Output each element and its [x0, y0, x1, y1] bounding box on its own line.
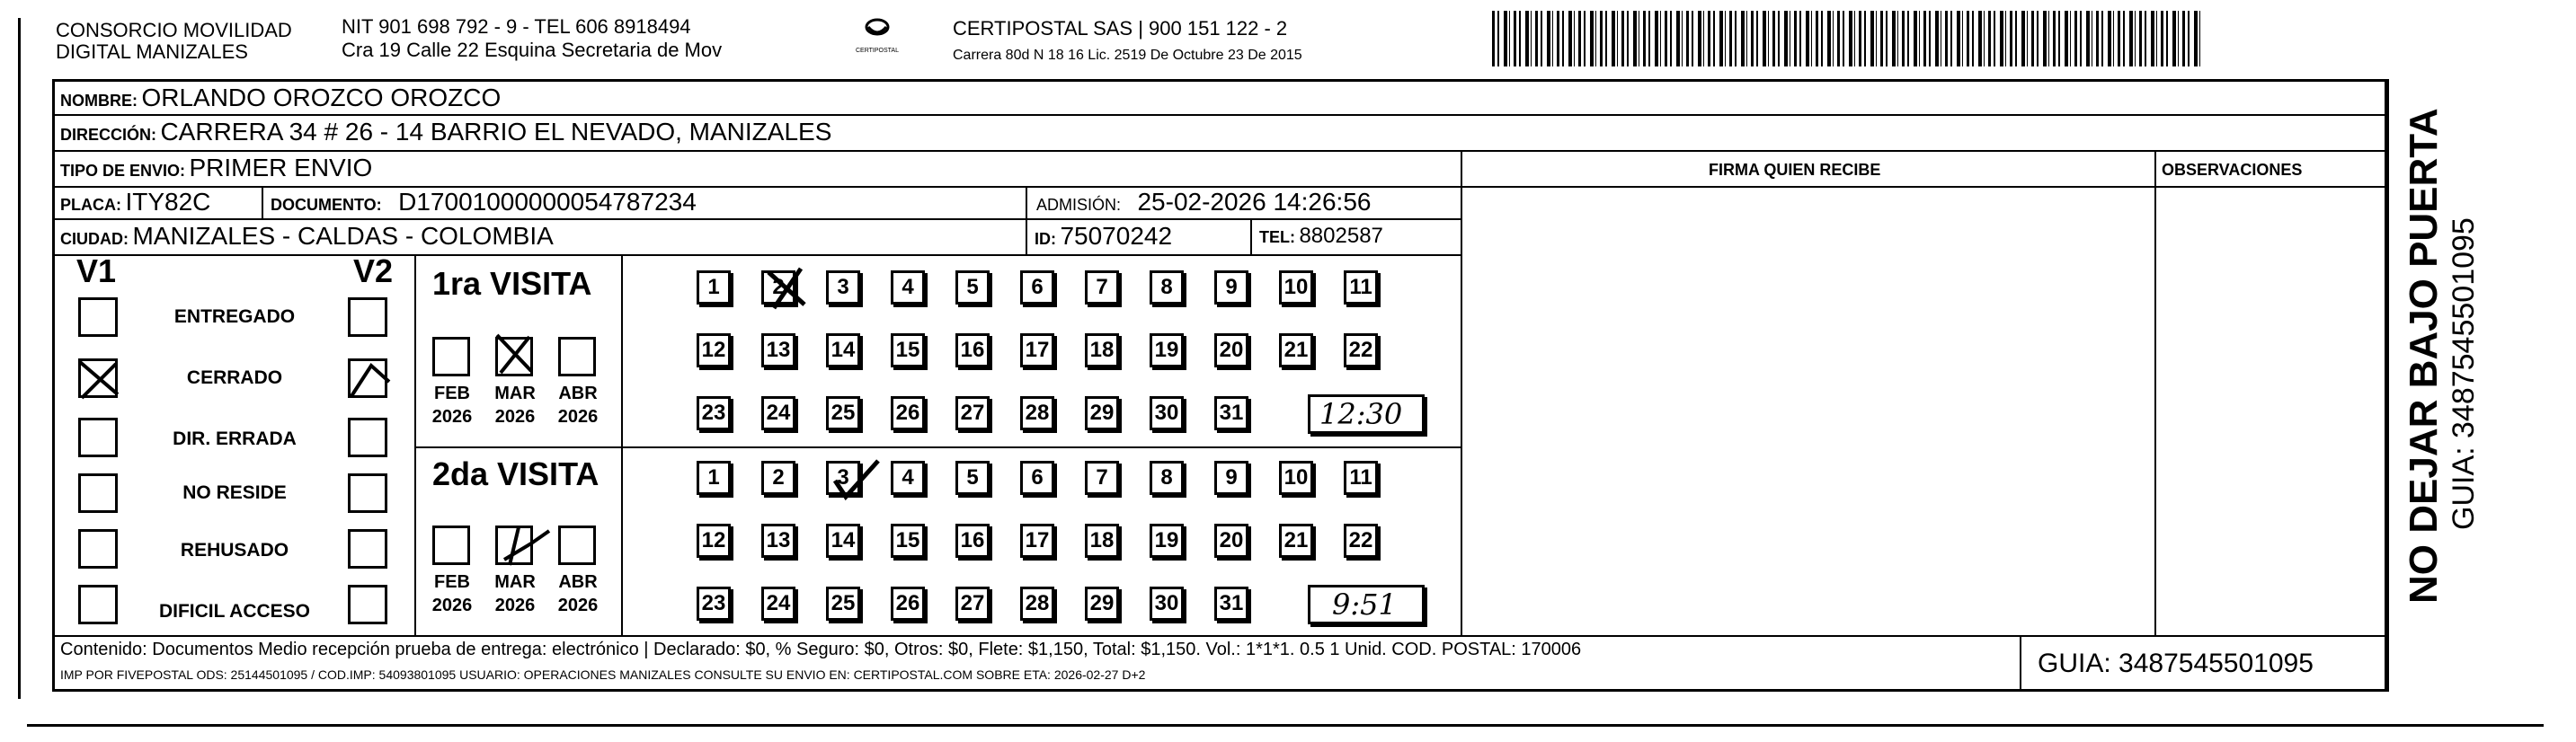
first-visit-day-25[interactable]: 25 [826, 396, 860, 430]
v2-checkbox-cerrado[interactable] [348, 358, 387, 398]
v2-checkbox-dificil-acceso[interactable] [348, 585, 387, 624]
second-visit-day-24[interactable]: 24 [761, 587, 795, 621]
tel-label: TEL: [1259, 228, 1295, 246]
first-visit-month-feb-box[interactable] [432, 337, 470, 376]
ciudad-value: MANIZALES - CALDAS - COLOMBIA [132, 222, 554, 250]
tipo-envio-label: TIPO DE ENVIO: [60, 162, 186, 180]
v1-checkbox-dificil-acceso[interactable] [78, 585, 118, 624]
first-visit-month-feb [425, 382, 479, 428]
second-visit-day-25[interactable]: 25 [826, 587, 860, 621]
first-visit-day-13[interactable]: 13 [761, 333, 795, 367]
year-label: 2026 [557, 407, 599, 427]
barcode [1492, 11, 2202, 66]
second-visit-day-31[interactable]: 31 [1214, 587, 1248, 621]
v1-checkbox-entregado[interactable] [78, 297, 118, 337]
status-dificil-acceso-label: DIFICIL ACCESO [158, 601, 310, 622]
second-visit-day-4[interactable]: 4 [891, 461, 925, 495]
second-visit-day-2[interactable]: 2 [761, 461, 795, 495]
second-visit-day-3[interactable]: 3 [826, 461, 860, 495]
first-visit-day-16[interactable]: 16 [955, 333, 990, 367]
first-visit-day-9[interactable]: 9 [1214, 270, 1248, 305]
first-visit-time-handwritten: 12:30 [1319, 397, 1403, 431]
second-visit-day-19[interactable]: 19 [1150, 524, 1184, 558]
first-visit-day-27[interactable]: 27 [955, 396, 990, 430]
first-visit-day-18[interactable]: 18 [1085, 333, 1119, 367]
month-label: FEB [434, 572, 470, 592]
col-divider [1250, 218, 1252, 254]
logo-text: CERTIPOSTAL [856, 48, 899, 54]
direccion-label: DIRECCIÓN: [60, 126, 156, 144]
company-name-line2: DIGITAL MANIZALES [56, 40, 248, 63]
second-visit-day-27[interactable]: 27 [955, 587, 990, 621]
courier-name: CERTIPOSTAL SAS | 900 151 122 - 2 [953, 17, 1288, 40]
first-visit-day-31[interactable]: 31 [1214, 396, 1248, 430]
first-visit-day-3[interactable]: 3 [826, 270, 860, 305]
second-visit-day-11[interactable]: 11 [1344, 461, 1378, 495]
year-label: 2026 [431, 596, 473, 615]
year-label: 2026 [557, 596, 599, 615]
tipo-envio-value: PRIMER ENVIO [189, 154, 373, 181]
year-label: 2026 [494, 596, 536, 615]
direccion-row [60, 118, 831, 151]
second-visit-month-feb-box[interactable] [432, 526, 470, 565]
col-divider [1461, 150, 1462, 635]
first-visit-day-15[interactable]: 15 [891, 333, 925, 367]
first-visit-day-21[interactable]: 21 [1279, 333, 1313, 367]
id-label: ID: [1035, 230, 1056, 248]
second-visit-day-29[interactable]: 29 [1085, 587, 1119, 621]
status-entregado-label: ENTREGADO [173, 306, 296, 327]
v1-checkbox-cerrado[interactable] [78, 358, 118, 398]
documento-label: DOCUMENTO: [271, 196, 382, 214]
first-visit-month-abr-box[interactable] [558, 337, 596, 376]
v1-checkbox-rehusado[interactable] [78, 529, 118, 569]
admision-label: ADMISIÓN: [1036, 196, 1122, 214]
id-field [1035, 222, 1172, 255]
observaciones-label: OBSERVACIONES [2162, 161, 2303, 179]
second-visit-day-12[interactable]: 12 [697, 524, 731, 558]
month-label: FEB [434, 384, 470, 403]
tel-field [1259, 222, 1383, 253]
first-visit-day-11[interactable]: 11 [1344, 270, 1378, 305]
second-visit-day-15[interactable]: 15 [891, 524, 925, 558]
second-visit-day-30[interactable]: 30 [1150, 587, 1184, 621]
second-visit-day-14[interactable]: 14 [826, 524, 860, 558]
delivery-form [52, 79, 2389, 692]
placa-value: ITY82C [125, 188, 211, 216]
first-visit-day-24[interactable]: 24 [761, 396, 795, 430]
second-visit-day-8[interactable]: 8 [1150, 461, 1184, 495]
side-guia-text: GUIA: 3487545501095 [2447, 217, 2481, 530]
first-visit-month-abr [551, 382, 605, 428]
firma-label: FIRMA QUIEN RECIBE [1709, 161, 1881, 179]
col-divider [2154, 150, 2156, 635]
first-visit-month-mar-box[interactable] [495, 337, 533, 376]
direccion-value: CARRERA 34 # 26 - 14 BARRIO EL NEVADO, MANIZALES [160, 118, 832, 146]
first-visit-day-22[interactable]: 22 [1344, 333, 1378, 367]
second-visit-day-28[interactable]: 28 [1020, 587, 1054, 621]
first-visit-time-box[interactable] [1308, 394, 1425, 434]
bottom-separator [27, 724, 2544, 727]
id-value: 75070242 [1060, 222, 1173, 250]
v1-checkbox-dir-errada[interactable] [78, 418, 118, 457]
admision-field [1036, 188, 1371, 221]
second-visit-day-5[interactable]: 5 [955, 461, 990, 495]
first-visit-day-10[interactable]: 10 [1279, 270, 1313, 305]
v2-checkbox-dir-errada[interactable] [348, 418, 387, 457]
col-divider [1026, 186, 1027, 218]
year-label: 2026 [494, 407, 536, 427]
nombre-label: NOMBRE: [60, 92, 138, 110]
company-name-line1: CONSORCIO MOVILIDAD [56, 19, 292, 41]
first-visit-day-5[interactable]: 5 [955, 270, 990, 305]
status-rehusado-label: REHUSADO [180, 540, 289, 561]
second-visit-day-1[interactable]: 1 [697, 461, 731, 495]
footer-guia-box: GUIA: 3487545501095 [2038, 649, 2314, 678]
second-visit-time-handwritten: 9:51 [1332, 587, 1397, 622]
month-label: ABR [558, 572, 598, 592]
second-visit-day-13[interactable]: 13 [761, 524, 795, 558]
first-visit-day-12[interactable]: 12 [697, 333, 731, 367]
tipo-envio-row [60, 154, 372, 187]
documento-value: D17001000000054787234 [398, 188, 697, 216]
second-visit-day-26[interactable]: 26 [891, 587, 925, 621]
footer-contenido: Contenido: Documentos Medio recepción prueba de entrega: electrónico | Declarado: $0, % Seguro: $0, Otros: $0, Flete: $1,150, Total: $1,150. Vol.: 1*1*1. 0.5 1 Unid. COD. POSTAL: 170006 [60, 640, 1582, 659]
second-visit-day-17[interactable]: 17 [1020, 524, 1054, 558]
tel-value: 8802587 [1299, 224, 1383, 248]
first-visit-day-7[interactable]: 7 [1085, 270, 1119, 305]
first-visit-title: 1ra VISITA [432, 265, 592, 302]
month-label: MAR [494, 572, 536, 592]
second-visit-day-20[interactable]: 20 [1214, 524, 1248, 558]
second-visit-time-box[interactable] [1308, 585, 1425, 624]
nombre-value: ORLANDO OROZCO OROZCO [141, 84, 502, 111]
second-visit-month-abr [551, 570, 605, 617]
second-visit-day-21[interactable]: 21 [1279, 524, 1313, 558]
company-address: Cra 19 Calle 22 Esquina Secretaria de Mov [342, 39, 723, 61]
first-visit-day-4[interactable]: 4 [891, 270, 925, 305]
placa-field [60, 188, 210, 221]
courier-license: Carrera 80d N 18 16 Lic. 2519 De Octubre 23 De 2015 [953, 48, 1302, 63]
col-divider [262, 186, 263, 218]
ciudad-label: CIUDAD: [60, 230, 129, 248]
first-visit-day-30[interactable]: 30 [1150, 396, 1184, 430]
second-visit-day-10[interactable]: 10 [1279, 461, 1313, 495]
second-visit-month-mar [488, 570, 542, 617]
footer-imp: IMP POR FIVEPOSTAL ODS: 25144501095 / COD.IMP: 54093801095 USUARIO: OPERACIONES MANIZALES CONSULTE SU ENVIO EN: CERTIPOSTAL.COM SOBRE ETA: 2026-02-27 D+2 [60, 667, 1146, 682]
row-divider [414, 446, 1462, 448]
status-cerrado-label: CERRADO [186, 367, 283, 388]
col-divider [2020, 635, 2021, 689]
second-visit-day-16[interactable]: 16 [955, 524, 990, 558]
first-visit-day-19[interactable]: 19 [1150, 333, 1184, 367]
placa-label: PLACA: [60, 196, 121, 214]
left-margin-bracket [13, 18, 21, 699]
first-visit-day-26[interactable]: 26 [891, 396, 925, 430]
second-visit-month-abr-box[interactable] [558, 526, 596, 565]
status-no-reside-label: NO RESIDE [182, 482, 287, 503]
col-divider [621, 254, 623, 635]
year-label: 2026 [431, 407, 473, 427]
first-visit-day-6[interactable]: 6 [1020, 270, 1054, 305]
first-visit-month-mar [488, 382, 542, 428]
second-visit-month-mar-box[interactable] [495, 526, 533, 565]
v2-checkbox-rehusado[interactable] [348, 529, 387, 569]
first-visit-day-28[interactable]: 28 [1020, 396, 1054, 430]
first-visit-day-29[interactable]: 29 [1085, 396, 1119, 430]
first-visit-day-23[interactable]: 23 [697, 396, 731, 430]
second-visit-day-23[interactable]: 23 [697, 587, 731, 621]
first-visit-day-14[interactable]: 14 [826, 333, 860, 367]
first-visit-day-17[interactable]: 17 [1020, 333, 1054, 367]
col-divider [1026, 218, 1027, 254]
v1-checkbox-no-reside[interactable] [78, 473, 118, 513]
first-visit-day-1[interactable]: 1 [697, 270, 731, 305]
second-visit-day-9[interactable]: 9 [1214, 461, 1248, 495]
first-visit-day-20[interactable]: 20 [1214, 333, 1248, 367]
admision-value: 25-02-2026 14:26:56 [1137, 188, 1372, 216]
second-visit-day-18[interactable]: 18 [1085, 524, 1119, 558]
second-visit-day-7[interactable]: 7 [1085, 461, 1119, 495]
col-divider [414, 254, 416, 635]
col-divider [2385, 82, 2386, 689]
v2-checkbox-no-reside[interactable] [348, 473, 387, 513]
v2-header: V2 [353, 252, 394, 289]
month-label: MAR [494, 384, 536, 403]
logo-icon [859, 18, 895, 43]
first-visit-day-8[interactable]: 8 [1150, 270, 1184, 305]
second-visit-title: 2da VISITA [432, 455, 600, 492]
second-visit-month-feb [425, 570, 479, 617]
nombre-row [60, 84, 501, 117]
second-visit-day-6[interactable]: 6 [1020, 461, 1054, 495]
second-visit-day-22[interactable]: 22 [1344, 524, 1378, 558]
documento-field [271, 188, 697, 221]
ciudad-field [60, 222, 554, 255]
side-warning-text: NO DEJAR BAJO PUERTA [2402, 108, 2446, 604]
v1-header: V1 [76, 252, 117, 289]
courier-logo [850, 18, 904, 63]
v2-checkbox-entregado[interactable] [348, 297, 387, 337]
status-dir-errada-label: DIR. ERRADA [173, 428, 297, 449]
first-visit-day-2[interactable]: 2 [761, 270, 795, 305]
month-label: ABR [558, 384, 598, 403]
company-nit: NIT 901 698 792 - 9 - TEL 606 8918494 [342, 15, 691, 38]
